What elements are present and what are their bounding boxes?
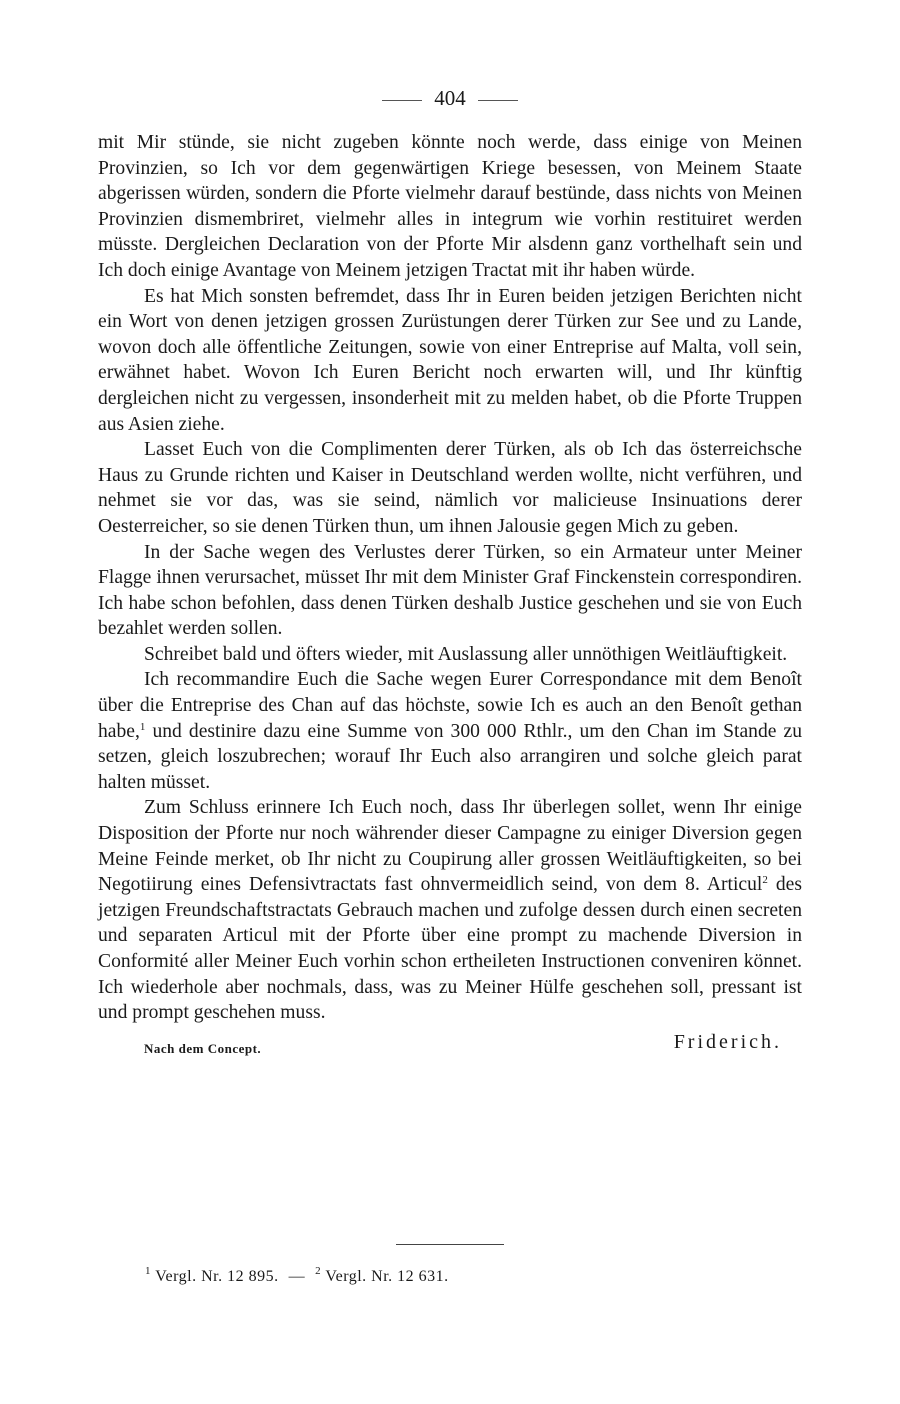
page-number: 404 — [434, 86, 466, 110]
header-dash-right — [478, 100, 518, 101]
header-dash-left — [382, 100, 422, 101]
paragraph-1: mit Mir stünde, sie nicht zugeben könnte noch werde, dass einige von Meinen Provinzien, so Ich vor dem gegenwärtigen Kriege besessen, von Meinem Staate abgerissen würden, sondern die Pforte vielmehr darauf bestünde, dass nichts von Meinen Provinzien dismembriret, vielmehr alles in integrum wie vorhin restituiret werden müsste. Dergleichen Declaration von der Pforte Mir alsdenn ganz vorthelhaft sein und Ich doch einige Avantage von Meinem jetzigen Tractat mit ihr haben würde. — [98, 132, 802, 281]
footnote-1-text: Vergl. Nr. 12 895. — [155, 1268, 279, 1285]
paragraph-4: In der Sache wegen des Verlustes derer Türken, so ein Armateur unter Meiner Flagge ihnen verursachet, müsset Ihr mit dem Minister Graf Finckenstein correspondiren. Ich habe schon befohlen, dass denen Türken deshalb Justice geschehen und sie von Euch bezahlet werden sollen. — [98, 541, 802, 640]
paragraph-6-text-after: und destinire dazu eine Summe von 300 000 Rthlr., um den Chan im Stande zu setzen, gleich loszubrechen; worauf Ihr Euch also arrangiren und solche gleich parat halten müsset. — [98, 720, 802, 793]
source-note: Nach dem Concept. — [144, 1040, 262, 1056]
footnote-2-mark: 2 — [315, 1265, 322, 1277]
paragraph-7-text-after: des jetzigen Freundschaftstractats Gebrauch machen und zufolge dessen durch einen secreten und separaten Articul mit der Pforte über eine prompt zu machende Diversion in Conformité aller Meiner Euch vorhin schon ertheileten Instructionen conveniren könnet. Ich wiederhole aber nochmals, dass, was zu Meiner Hülfe geschehen soll, pressant ist und prompt geschehen muss. — [98, 874, 802, 1024]
footnote-2-text: Vergl. Nr. 12 631. — [325, 1268, 449, 1285]
footnote-ref-2: 2 — [762, 874, 768, 887]
letter-body — [98, 130, 802, 1060]
closing-line — [98, 1028, 802, 1060]
signature: Friderich. — [673, 1030, 782, 1053]
paragraph-3: Lasset Euch von die Complimenten derer Türken, als ob Ich das österreichsche Haus zu Grunde richten und Kaiser in Deutschland werden wollte, nicht verführen, und nehmet sie vor das, was sie seind, nämlich vor malicieuse Insinuations derer Oesterreicher, so sie denen Türken thun, um ihnen Jalousie gegen Mich zu geben. — [98, 439, 802, 537]
footnote-divider — [396, 1244, 504, 1245]
paragraph-6-text-before: Ich recommandire Euch die Sache wegen Eurer Correspondance mit dem Benoît über die Entreprise des Chan auf das höchste, sowie Ich es auch an den Benoît gethan habe, — [98, 669, 802, 742]
paragraph-5: Schreibet bald und öfters wieder, mit Auslassung aller unnöthigen Weitläuftigkeit. — [144, 643, 788, 665]
footnotes — [145, 1265, 449, 1286]
paragraph-7 — [98, 795, 802, 1025]
footnote-1-mark: 1 — [145, 1265, 151, 1277]
footnote-ref-1: 1 — [139, 720, 146, 733]
page-header — [0, 86, 900, 111]
footnote-separator: — — [288, 1268, 306, 1285]
paragraph-2: Es hat Mich sonsten befremdet, dass Ihr in Euren beiden jetzigen Berichten nicht ein Wort von denen jetzigen grossen Zurüstungen derer Türken zur See und zu Lande, wovon doch alle öffentliche Zeitungen, sowie von einer Entreprise auf Malta, voll sein, erwähnet habet. Wovon Ich Euren Bericht noch erwarten will, und Ihr künftig dergleichen nicht zu vergessen, insonderheit mit zu melden habet, ob die Pforte Truppen aus Asien ziehe. — [98, 285, 802, 435]
paragraph-7-text-before: Zum Schluss erinnere Ich Euch noch, dass Ihr überlegen sollet, wenn Ihr einige Disposition der Pforte nur noch währender dieser Campagne zu einiger Diversion gegen Meine Feinde merket, ob Ihr nicht zu Coupirung aller grossen Weitläuftigkeiten, so bei Negotiirung eines Defensivtractats fast ohnvermeidlich seind, von dem 8. Articul — [98, 797, 802, 896]
paragraph-6 — [98, 667, 802, 795]
